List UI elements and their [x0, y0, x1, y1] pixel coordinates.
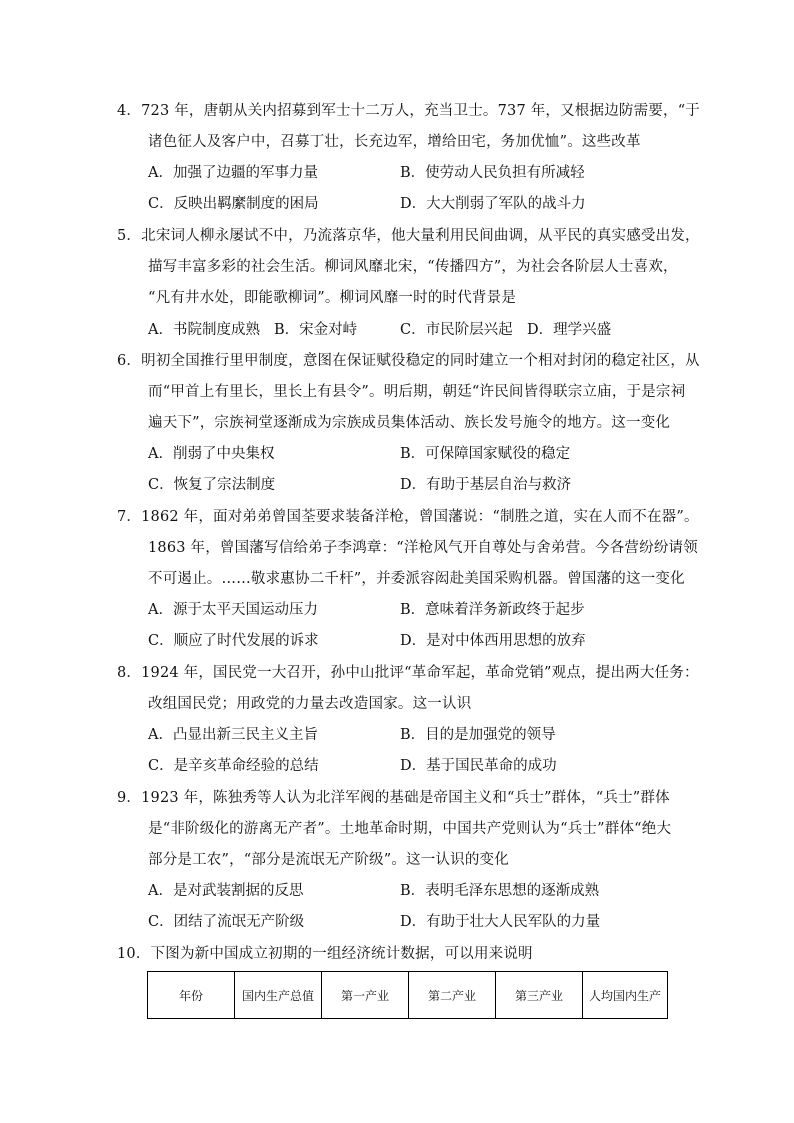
- question-7-option-a: A．源于太平天国运动压力: [148, 602, 318, 618]
- question-9-option-d: D．有助于壮大人民军队的力量: [400, 914, 601, 930]
- table-header-cell: 第二产业: [409, 972, 496, 1019]
- question-6-option-b: B．可保障国家赋役的稳定: [400, 446, 571, 462]
- question-6-option-d: D．有助于基层自治与救济: [400, 477, 572, 493]
- question-9-line-1: 9．1923 年，陈独秀等人认为北洋军阀的基础是帝国主义和“兵士”群体，“兵士”群体: [117, 790, 670, 806]
- question-4-line-1: 4．723 年，唐朝从关内招募到军士十二万人，充当卫士。737 年，又根据边防需要，“于: [117, 103, 701, 119]
- question-9-option-b: B．表明毛泽东思想的逐渐成熟: [400, 883, 600, 899]
- table-header-cell: 第三产业: [496, 972, 583, 1019]
- question-6-option-a: A．削弱了中央集权: [148, 446, 275, 462]
- question-5-option-c: C．市民阶层兴起: [400, 322, 513, 338]
- question-6-line-2: 而“甲首上有里长，里长上有县令”。明后期，朝廷“许民间皆得联宗立庙，于是宗祠: [148, 384, 686, 400]
- question-7-line-3: 不可遏止。……敬求惠协二千杆”，并委派容闳赴美国采购机器。曾国藩的这一变化: [148, 571, 685, 587]
- question-9-option-c: C．团结了流氓无产阶级: [148, 914, 305, 930]
- question-7-option-c: C．顺应了时代发展的诉求: [148, 633, 319, 649]
- question-5-option-a: A．书院制度成熟: [148, 322, 260, 338]
- question-5-option-d: D．理学兴盛: [527, 322, 612, 338]
- question-6-option-c: C．恢复了宗法制度: [148, 477, 276, 493]
- question-7-line-1: 7．1862 年，面对弟弟曾国荃要求装备洋枪，曾国藩说：“制胜之道，实在人而不在器”。: [117, 509, 699, 525]
- question-4-option-b: B．使劳动人民负担有所减轻: [400, 165, 585, 181]
- question-8-option-b: B．目的是加强党的领导: [400, 727, 556, 743]
- table-header-cell: 人均国内生产: [583, 972, 668, 1019]
- economic-statistics-table: [147, 971, 668, 1019]
- question-9-line-3: 部分是工农”，“部分是流氓无产阶级”。这一认识的变化: [148, 852, 509, 868]
- question-5-line-1: 5．北宋词人柳永屡试不中，乃流落京华，他大量利用民间曲调，从平民的真实感受出发，: [117, 228, 700, 244]
- table-header-cell: 国内生产总值: [235, 972, 322, 1019]
- table-header-cell: 年份: [148, 972, 235, 1019]
- table-header-cell: 第一产业: [322, 972, 409, 1019]
- question-6-line-1: 6．明初全国推行里甲制度，意图在保证赋役稳定的同时建立一个相对封闭的稳定社区，从: [117, 353, 700, 369]
- question-8-option-a: A．凸显出新三民主义主旨: [148, 727, 318, 743]
- question-7-option-d: D．是对中体西用思想的放弃: [400, 633, 586, 649]
- question-8-line-1: 8．1924 年，国民党一大召开，孙中山批评“革命军起，革命党销”观点，提出两大任务：: [117, 665, 699, 681]
- question-9-option-a: A．是对武装割据的反思: [148, 883, 304, 899]
- question-4-option-a: A．加强了边疆的军事力量: [148, 165, 318, 181]
- question-7-line-2: 1863 年，曾国藩写信给弟子李鸿章：“洋枪风气开自尊处与舍弟营。今各营纷纷请领: [148, 540, 698, 556]
- question-10-line-1: 10．下图为新中国成立初期的一组经济统计数据，可以用来说明: [117, 946, 533, 962]
- question-7-option-b: B．意味着洋务新政终于起步: [400, 602, 585, 618]
- question-5-option-b: B．宋金对峙: [274, 322, 358, 338]
- question-4-line-2: 诸色征人及客户中，召募丁壮，长充边军，增给田宅，务加优恤”。这些改革: [148, 134, 641, 150]
- question-8-option-c: C．是辛亥革命经验的总结: [148, 758, 319, 774]
- question-8-option-d: D．基于国民革命的成功: [400, 758, 557, 774]
- question-9-line-2: 是“非阶级化的游离无产者”。土地革命时期，中国共产党则认为“兵士”群体“绝大: [148, 821, 672, 837]
- question-5-line-2: 描写丰富多彩的社会生活。柳词风靡北宋，“传播四方”，为社会各阶层人士喜欢，: [148, 259, 678, 275]
- question-4-option-c: C．反映出羁縻制度的困局: [148, 196, 319, 212]
- question-8-line-2: 改组国民党；用政党的力量去改造国家。这一认识: [148, 696, 472, 712]
- question-6-line-3: 遍天下”，宗族祠堂逐渐成为宗族成员集体活动、族长发号施令的地方。这一变化: [148, 415, 671, 431]
- question-5-line-3: “凡有井水处，即能歌柳词”。柳词风靡一时的时代背景是: [148, 290, 517, 306]
- table-header-row: [148, 972, 668, 1019]
- question-4-option-d: D．大大削弱了军队的战斗力: [400, 196, 586, 212]
